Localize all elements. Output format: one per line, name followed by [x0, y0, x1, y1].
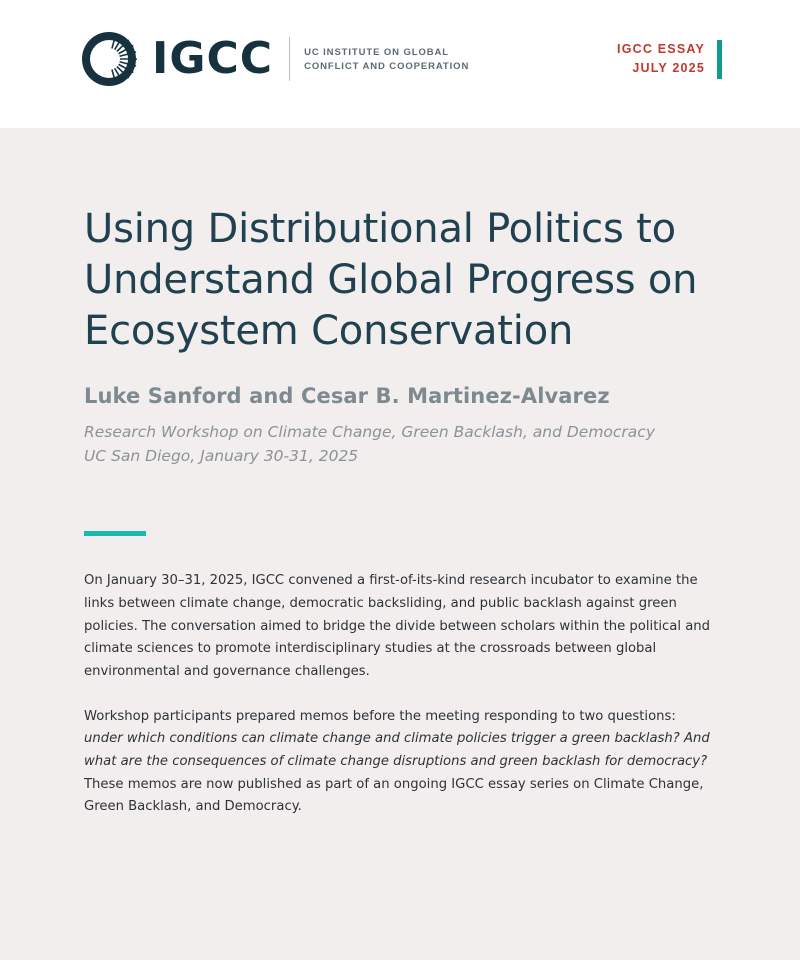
- logo-divider: [289, 37, 290, 81]
- igcc-logo-subtitle-line1: UC INSTITUTE ON GLOBAL: [304, 47, 449, 59]
- event-workshop-name: Research Workshop on Climate Change, Green Backlash, and Democracy: [84, 422, 655, 441]
- event-info: [84, 420, 716, 470]
- memos-paragraph-part1: Workshop participants prepared memos before the meeting responding to two questions:: [84, 708, 676, 724]
- authors: Luke Sanford and Cesar B. Martinez-Alvarez: [84, 383, 610, 408]
- igcc-logo: [78, 28, 469, 90]
- memos-paragraph: [84, 684, 716, 820]
- igcc-logo-subtitle-line2: CONFLICT AND COOPERATION: [304, 61, 470, 72]
- igcc-wordmark: IGCC: [152, 33, 274, 84]
- memos-paragraph-part2: These memos are now published as part of an ongoing IGCC essay series on Climate Change, Green Backlash, and Democracy.: [84, 776, 704, 815]
- essay-series-tag-text: [617, 40, 717, 79]
- essay-date-label: JULY 2025: [632, 61, 705, 76]
- igcc-logo-icon: [78, 28, 140, 90]
- event-location-date: UC San Diego, January 30-31, 2025: [84, 447, 359, 466]
- essay-tag-accent-bar: [717, 40, 722, 79]
- page-title: Using Distributional Politics to Understand Global Progress on Ecosystem Conservation: [84, 206, 698, 355]
- page-content: [0, 128, 800, 819]
- page-header: [0, 0, 800, 128]
- essay-series-tag: [617, 40, 722, 79]
- igcc-logo-subtitle: [304, 44, 469, 74]
- memos-paragraph-questions: under which conditions can climate change and climate policies trigger a green backlash? And what are the consequences of climate change disruptions and green backlash for democracy?: [84, 731, 710, 770]
- intro-paragraph: On January 30–31, 2025, IGCC convened a first-of-its-kind research incubator to examine the links between climate change, democratic backsliding, and public backlash against green policies. The conversation aimed to bridge the divide between scholars within the political and climate sciences to promote interdisciplinary studies at the crossroads between global environmental and governance challenges.: [84, 573, 711, 679]
- essay-series-label: IGCC ESSAY: [617, 42, 705, 56]
